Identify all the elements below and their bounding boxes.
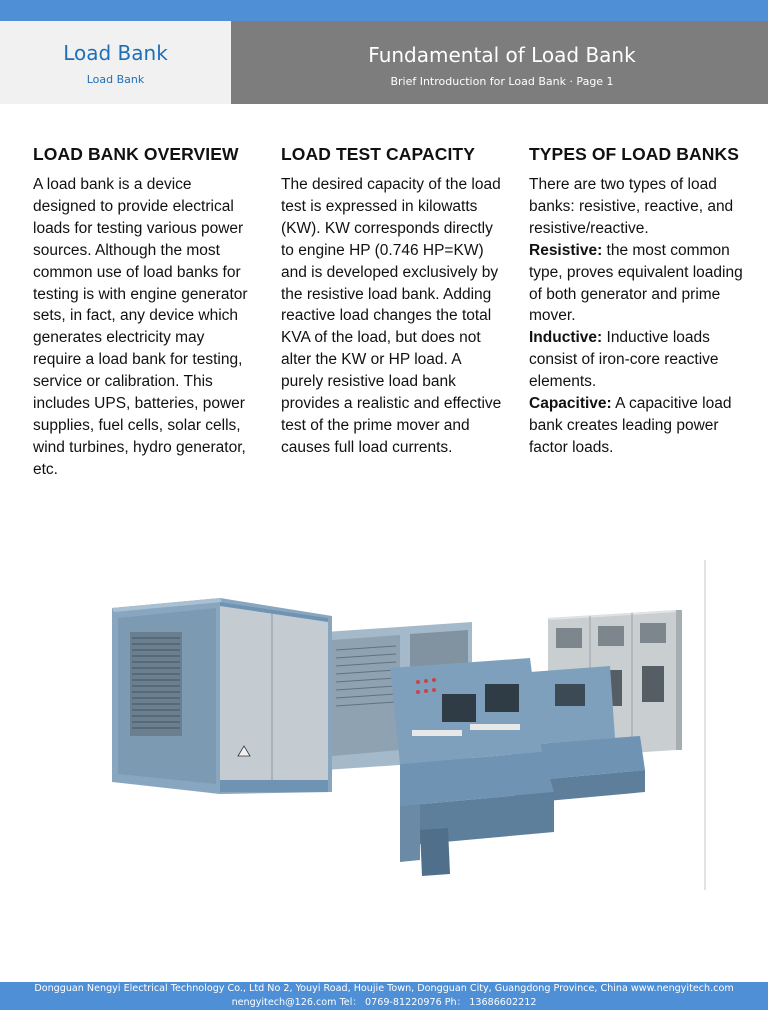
types-heading: TYPES OF LOAD BANKS <box>529 144 739 164</box>
overview-text: A load bank is a device designed to provide electrical loads for testing various power sources. Although the most common use of load banks for testing is with engine generator sets, in fact, any device which generates electricity may require a load bank for testing, service or calibration. This includes UPS, batteries, power supplies, fuel cells, solar cells, wind turbines, hydro generator, etc. <box>33 176 248 478</box>
inductive-desc: Inductive loads consist of iron-core reactive elements. <box>529 329 719 391</box>
document-title: Fundamental of Load Bank <box>368 43 636 67</box>
top-accent-bar <box>0 0 768 21</box>
control-console-main <box>390 658 554 876</box>
main-load-bank-cabinet <box>112 598 332 794</box>
brand-title: Load Bank <box>63 41 168 65</box>
capacitive-desc: A capacitive load bank creates leading power factor loads. <box>529 395 732 456</box>
footer-bar <box>0 982 768 1010</box>
footer-company-address: Dongguan Nengyi Electrical Technology Co., Ltd No 2, Youyi Road, Houjie Town, Dongguan City, Guangdong Province, China www.nengyitech.com <box>34 983 734 994</box>
title-block <box>231 21 768 104</box>
capacitive-term: Capacitive: <box>529 395 612 413</box>
capacity-text: The desired capacity of the load test is expressed in kilowatts (KW). KW corresponds directly to engine HP (0.746 HP=KW) and is developed exclusively by the resistive load bank. Adding reactive load changes the total KVA of the load, but does not alter the KW or HP load. A purely resistive load bank provides a realistic and effective test of the prime mover and causes full load currents. <box>281 176 502 456</box>
resistive-desc: the most common type, proves equivalent loading of both generator and prime mover. <box>529 241 743 325</box>
footer-contact: nengyitech@126.com Tel： 0769-81220976 Ph： 13686602212 <box>231 997 537 1008</box>
document-subtitle: Brief Introduction for Load Bank · Page 1 <box>390 75 614 88</box>
capacity-heading: LOAD TEST CAPACITY <box>281 144 475 164</box>
overview-column <box>33 144 255 481</box>
load-bank-equipment-photo <box>100 560 708 890</box>
brand-block <box>0 21 231 104</box>
types-intro: There are two types of load banks: resistive, reactive, and resistive/reactive. <box>529 176 734 237</box>
types-text <box>529 174 751 459</box>
capacity-column <box>281 144 503 459</box>
resistive-term: Resistive: <box>529 241 603 259</box>
overview-heading: LOAD BANK OVERVIEW <box>33 144 239 164</box>
brand-subtitle: Load Bank <box>86 73 145 86</box>
types-column <box>529 144 751 459</box>
inductive-term: Inductive: <box>529 329 603 347</box>
